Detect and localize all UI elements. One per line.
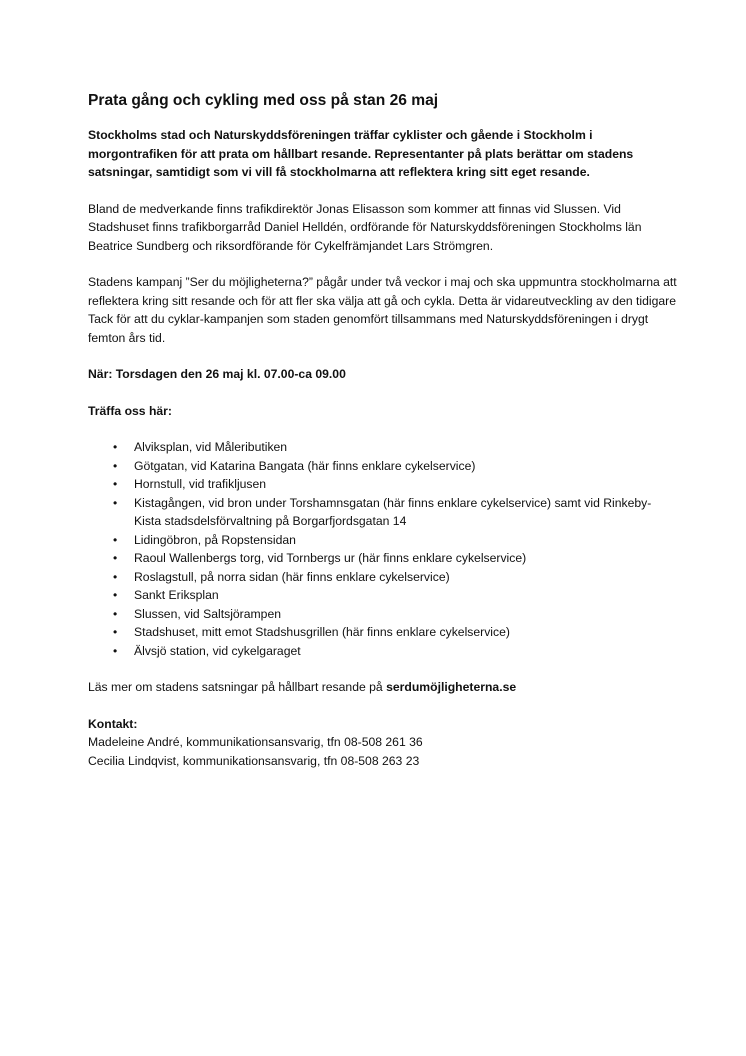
bullet-icon: • (113, 625, 118, 639)
location-text: Lidingöbron, på Ropstensidan (134, 532, 296, 547)
location-text: Hornstull, vid trafikljusen (134, 477, 267, 491)
bullet-icon: • (113, 477, 118, 491)
bullet-icon: • (113, 551, 118, 565)
read-more-paragraph (88, 678, 678, 697)
bullet-icon: • (113, 606, 118, 621)
list-item (88, 586, 678, 605)
campaign-paragraph: Stadens kampanj ”Ser du möjligheterna?” pågår under två veckor i maj och ska uppmuntra stockholmarna att reflektera kring sitt resande och för att fler ska välja att gå och cykla. Detta är vidareutveckling av den tidigare Tack för att du cyklar-kampanjen som staden genomfört tillsammans med Naturskyddsföreningen i drygt femton års tid. (88, 275, 677, 345)
list-item (88, 438, 678, 457)
bullet-icon: • (113, 532, 118, 547)
location-text: Kistagången, vid bron under Torshamnsgatan (här finns enklare cykelservice) samt vid Rinkeby-Kista stadsdelsförvaltning på Borgarfjordsgatan 14 (134, 495, 652, 528)
location-text: Sankt Eriksplan (134, 588, 219, 602)
list-item (88, 475, 678, 494)
list-item (88, 457, 678, 476)
list-item (88, 623, 678, 642)
location-text: Raoul Wallenbergs torg, vid Tornbergs ur (här finns enklare cykelservice) (134, 551, 527, 565)
bullet-icon: • (113, 495, 118, 510)
list-item (88, 568, 678, 587)
list-item (88, 531, 678, 550)
event-time: När: Torsdagen den 26 maj kl. 07.00-ca 09.00 (88, 367, 346, 381)
bullet-icon: • (113, 588, 118, 602)
location-text: Stadshuset, mitt emot Stadshusgrillen (här finns enklare cykelservice) (134, 625, 510, 639)
list-item (88, 494, 678, 531)
lead-paragraph: Stockholms stad och Naturskyddsföreningen träffar cyklister och gående i Stockholm i morgontrafiken för att prata om hållbart resande. Representanter på plats berättar om stadens satsningar, samtidigt som vi vill få stockholmarna att reflektera kring sitt eget resande. (88, 128, 634, 179)
press-release-document (88, 91, 678, 770)
participants-paragraph: Bland de medverkande finns trafikdirektör Jonas Elisasson som kommer att finnas vid Slussen. Vid Stadshuset finns trafikborgarråd Daniel Helldén, ordförande för Naturskyddsföreningen Stockholms län Beatrice Sundberg och riksordförande för Cykelfrämjandet Lars Strömgren. (88, 201, 642, 253)
bullet-icon: • (113, 458, 118, 473)
contact-heading: Kontakt: (88, 716, 138, 731)
location-list (88, 438, 678, 660)
contact-section (88, 715, 678, 771)
list-item (88, 605, 678, 624)
bullet-icon: • (113, 440, 118, 454)
meet-heading: Träffa oss här: (88, 403, 172, 418)
contact-line: Cecilia Lindqvist, kommunikationsansvarig, tfn 08-508 263 23 (88, 753, 420, 768)
list-item (88, 549, 678, 568)
location-text: Götgatan, vid Katarina Bangata (här finns enklare cykelservice) (134, 458, 476, 473)
bullet-icon: • (113, 569, 118, 584)
bullet-icon: • (113, 643, 118, 658)
website-link[interactable]: serdumöjligheterna.se (386, 680, 517, 694)
location-text: Alviksplan, vid Måleributiken (134, 440, 288, 454)
location-text: Älvsjö station, vid cykelgaraget (134, 643, 301, 658)
list-item (88, 642, 678, 661)
location-text: Roslagstull, på norra sidan (här finns enklare cykelservice) (134, 569, 450, 584)
contact-line: Madeleine André, kommunikationsansvarig, tfn 08-508 261 36 (88, 735, 423, 749)
read-more-text: Läs mer om stadens satsningar på hållbart resande på (88, 680, 387, 694)
document-title: Prata gång och cykling med oss på stan 26 maj (88, 92, 439, 109)
location-text: Slussen, vid Saltsjörampen (134, 606, 281, 621)
